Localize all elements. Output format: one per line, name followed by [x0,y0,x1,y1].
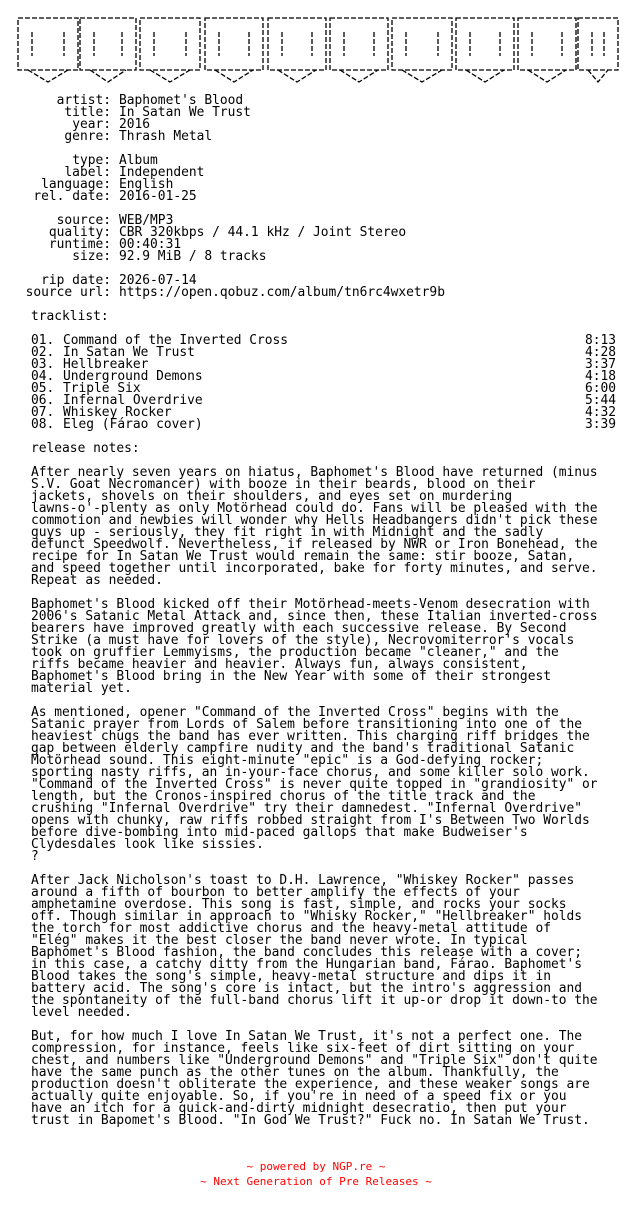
track-title: Infernal Overdrive [63,393,203,408]
track-duration: 5:44 [584,393,616,408]
meta-value: Baphomet's Blood [119,93,244,108]
logo-glyph-tail [402,70,442,82]
logo-glyph-tail [278,70,316,82]
release-metadata [0,95,445,299]
ngp-ascii-logo [0,10,632,88]
footer-powered-by: ~ powered by NGP.re ~ [246,1160,386,1173]
release-notes-paragraph: After Jack Nicholson's toast to D.H. Lawrence, "Whiskey Rocker" passes around a fifth of bourbon to better amplify the effects of your amphetamine overdose. This song is fast, simple, and rocks your socks off. Though similar in approach to "Whisky Rocker," "Hellbreaker" holds the torch for most addictive chorus and the heavy-metal attitude of "Elég" makes it the best closer the band never wrote. In typical Baphomet's Blood fashion, the band concludes this release with a cover; in this case, a catchy ditty from the Hungarian band, Fárao. Baphomet's Blood takes the song's simple, heavy-metal structure and dips it in battery acid. The song's core is intact, but the intro's aggression and the spontaneity of the full-band chorus lift it up-or drop it down-to the level needed. [31,873,598,1020]
logo-glyph-tail [215,70,253,82]
meta-key: runtime: [48,237,111,252]
track-duration: 8:13 [584,333,616,348]
track-title: Hellbreaker [63,357,149,372]
meta-key: year: [72,117,111,132]
track-title: Underground Demons [63,369,203,384]
logo-glyph-inner [219,32,249,56]
track-title: Whiskey Rocker [63,405,172,420]
meta-row [0,251,445,263]
logo-glyph-tail [28,70,68,82]
release-notes-heading: release notes: [31,441,140,456]
logo-glyph-tail [150,70,190,82]
logo-glyph-outline [140,18,200,70]
meta-key: label: [64,165,111,180]
track-number: 01. [31,333,55,348]
logo-glyph-inner [344,32,374,56]
logo-glyph-inner [154,32,186,56]
logo-glyph-inner [592,32,604,56]
tracklist [31,335,616,431]
logo-glyph-tail [528,70,566,82]
release-notes-paragraph: Baphomet's Blood kicked off their Motörhead-meets-Venom desecration with 2006's Satanic Metal Attack and, since then, these Italian inverted-cross bearers have improved greatly with each successive release. By Second Strike (a must have for lovers of the style), Necrovomiterror's vocals took on gruffier Lemmyisms, the production became "cleaner," and the riffs became heavier and heavier. Always fun, always consistent, Baphomet's Blood bring in the New Year with some of their strongest material yet. [31,597,598,696]
logo-glyph-tail [466,70,504,82]
release-notes-paragraph: After nearly seven years on hiatus, Baphomet's Blood have returned (minus S.V. Goat Necromancer) with booze in their beards, blood on their jackets, shovels on their shoulders, and eyes set on murdering lawns-o'-plenty as only Motörhead could do. Fans will be pleased with the commotion and newbies will wonder why Hells Headbangers didn't pick these guys up - seriously, they fit right in with Midnight and the sadly defunct Speedwolf. Nevertheless, if released by NWR or Iron Bonehead, the recipe for In Satan We Trust would remain the same: stir booze, Satan, and speed together until incorporated, bake for forty minutes, and serve. Repeat as needed. [31,465,598,588]
logo-glyph-inner [406,32,438,56]
logo-glyph-inner [470,32,500,56]
logo-glyph-inner [532,32,562,56]
meta-key: type: [72,153,111,168]
meta-value: https://open.qobuz.com/album/tn6rc4wxetr9b [119,285,445,300]
footer-tagline: ~ Next Generation of Pre Releases ~ [200,1175,432,1188]
logo-glyph-outline [518,18,576,70]
meta-value: English [119,177,174,192]
track-duration: 3:37 [584,357,616,372]
meta-key: source: [56,213,111,228]
track-duration: 6:00 [584,381,616,396]
meta-key: rip date: [41,273,111,288]
meta-key: quality: [48,225,111,240]
logo-glyph-tail [340,70,378,82]
logo-glyph-inner [282,32,312,56]
track-number: 08. [31,417,55,432]
meta-row [0,131,445,143]
track-duration: 4:28 [584,345,616,360]
meta-value: Independent [119,165,205,180]
logo-glyph-tail [588,70,608,82]
meta-value: WEB/MP3 [119,213,174,228]
track-number: 06. [31,393,55,408]
meta-value: 92.9 MiB / 8 tracks [119,249,267,264]
release-notes-paragraph: As mentioned, opener "Command of the Inverted Cross" begins with the Satanic prayer from Lords of Salem before transitioning into one of the heaviest chugs the band has ever written. This charging riff bridges the gap between elderly campfire nudity and the band's traditional Satanic Motörhead sound. This eight-minute "epic" is a God-defying rocker; sporting nasty riffs, an in-your-face chorus, and some killer solo work. "Command of the Inverted Cross" is never quite topped in "grandiosity" or length, but the Cronos-inspired chorus of the title track and the crushing "Infernal Overdrive" try their damnedest. "Infernal Overdrive" opens with chunky, raw riffs robbed straight from I's Between Two Worlds before dive-bombing into mid-paced gallops that make Budweiser's Clydesdales look like sissies. ? [31,705,598,864]
meta-row [0,107,445,119]
meta-value: Album [119,153,158,168]
meta-row [0,191,445,203]
track-duration: 4:32 [584,405,616,420]
logo-glyph-outline [18,18,78,70]
logo-glyph-outline [205,18,263,70]
logo-glyph-outline [330,18,388,70]
meta-key: title: [64,105,111,120]
release-notes [31,467,621,1139]
meta-value: Thrash Metal [119,129,213,144]
track-title: In Satan We Trust [63,345,195,360]
track-number: 04. [31,369,55,384]
tracklist-heading: tracklist: [31,309,109,324]
meta-key: artist: [56,93,111,108]
logo-glyph-outline [392,18,452,70]
track-title: Command of the Inverted Cross [63,333,289,348]
meta-value: In Satan We Trust [119,105,251,120]
track-number: 03. [31,357,55,372]
release-notes-paragraph: But, for how much I love In Satan We Trust, it's not a perfect one. The compression, for instance, feels like six-feet of dirt sitting on your chest, and numbers like "Underground Demons" and "Triple Six" don't quite have the same punch as the other tunes on the album. Thankfully, the production doesn't obliterate the experience, and these weaker songs are actually quite enjoyable. So, if you're in need of a speed fix or you have an itch for a quick-and-dirty midnight desecratio, then put your trust in Bapomet's Blood. "In God We Trust?" Fuck no. In Satan We Trust. [31,1029,598,1128]
meta-value: CBR 320kbps / 44.1 kHz / Joint Stereo [119,225,407,240]
logo-glyph-inner [32,32,64,56]
meta-key: rel. date: [33,189,111,204]
track-title: Eleg (Fárao cover) [63,417,203,432]
track-duration: 4:18 [584,369,616,384]
track-duration: 3:39 [584,417,616,432]
meta-key: language: [41,177,111,192]
logo-glyph-outline [456,18,514,70]
meta-key: size: [72,249,111,264]
track-number: 07. [31,405,55,420]
meta-value: 2016-01-25 [119,189,197,204]
meta-row [0,287,445,299]
meta-key: genre: [64,129,111,144]
track-number: 05. [31,381,55,396]
logo-glyph-outline [268,18,326,70]
logo-glyph-outline [80,18,136,70]
meta-value: 2016 [119,117,151,132]
meta-value: 00:40:31 [119,237,182,252]
logo-glyph-outline [578,18,618,70]
track-row [31,419,616,431]
track-title: Triple Six [63,381,141,396]
logo-glyph-inner [94,32,122,56]
logo-glyph-tail [90,70,126,82]
meta-key: source url: [25,285,111,300]
meta-value: 2026-07-14 [119,273,197,288]
track-number: 02. [31,345,55,360]
